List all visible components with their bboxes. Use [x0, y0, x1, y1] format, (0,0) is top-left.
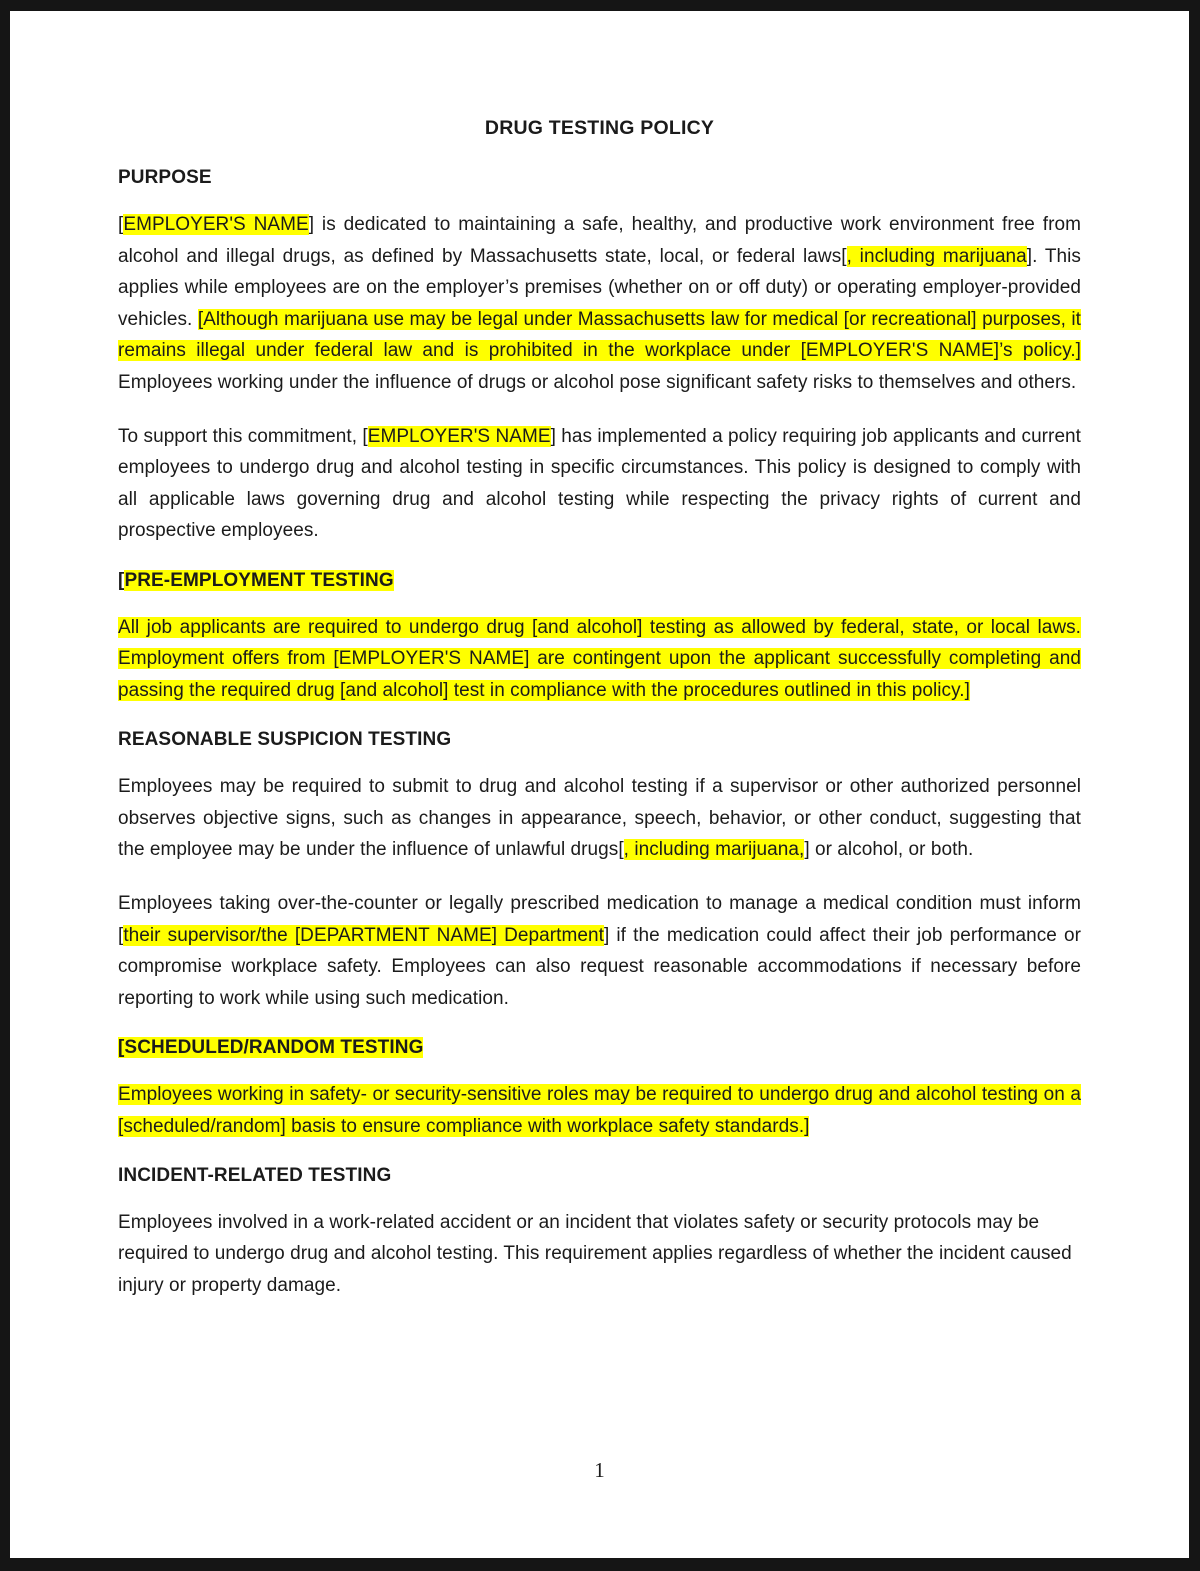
- paragraph-reasonable-suspicion-2: [118, 888, 1081, 1014]
- highlighted-text: EMPLOYER'S NAME: [123, 214, 309, 236]
- plain-text: [: [118, 214, 124, 236]
- highlighted-text: All job applicants are required to undergo drug [and alcohol] testing as allowed by federal, state, or local laws. Employment offers from [EMPLOYER'S NAME] are contingent upon the applicant successfully completing and passing the required drug [and alcohol] test in compliance with the procedures outlined in this policy.]: [118, 616, 1081, 701]
- paragraph-reasonable-suspicion-1: [118, 771, 1081, 866]
- section-heading-incident-related-testing: INCIDENT-RELATED TESTING: [118, 1165, 392, 1187]
- plain-text: [: [118, 570, 125, 591]
- page-number: 1: [594, 1458, 605, 1482]
- page-border-top: [0, 0, 1200, 11]
- section-heading-purpose: PURPOSE: [118, 167, 212, 189]
- page-border-bottom: [0, 1558, 1200, 1571]
- highlighted-text: EMPLOYER'S NAME: [367, 425, 551, 447]
- highlighted-text: their supervisor/the [DEPARTMENT NAME] Department: [123, 924, 604, 946]
- page-border-left: [0, 0, 10, 1571]
- paragraph-purpose-1: [118, 209, 1081, 399]
- highlighted-text: , including marijuana: [846, 245, 1027, 267]
- paragraph-incident-related-1: [118, 1207, 1081, 1302]
- document-body: [118, 116, 1081, 1302]
- plain-text: Employees working under the influence of drugs or alcohol pose significant safety risks to themselves and others.: [118, 372, 1077, 394]
- highlighted-text: [Although marijuana use may be legal under Massachusetts law for medical [or recreational] purposes, it remains illegal under federal law and is prohibited in the workplace under [EMPLOYER'S NAME]’s policy.]: [118, 308, 1081, 362]
- page-border-right: [1189, 0, 1200, 1571]
- plain-text: ] is dedicated to maintaining a safe, healthy, and productive work environment free from alcohol and illegal drugs, as defined by Massachusetts state, local, or federal laws[: [118, 214, 1082, 267]
- highlighted-text: [SCHEDULED/RANDOM TESTING: [118, 1037, 424, 1059]
- plain-text: ]. This applies while employees are on the employer’s premises (whether on or off duty) or operating employer-provided vehicles.: [118, 245, 1081, 330]
- plain-text: ] if the medication could affect their job performance or compromise workplace safety. Employees can also request reasonable accommodations if necessary before reporting to work while using such medication.: [118, 924, 1081, 1009]
- page-sheet: [10, 11, 1189, 1558]
- section-heading-pre-employment-testing: [118, 569, 1081, 594]
- section-heading-reasonable-suspicion-testing: REASONABLE SUSPICION TESTING: [118, 729, 452, 751]
- highlighted-text: , including marijuana,: [623, 839, 805, 861]
- plain-text: Employees involved in a work-related accident or an incident that violates safety or security protocols may be required to undergo drug and alcohol testing. This requirement applies regardless of whether the incident caused injury or property damage.: [118, 1211, 1072, 1297]
- highlighted-text: PRE-EMPLOYMENT TESTING: [124, 570, 394, 591]
- paragraph-purpose-2: [118, 421, 1081, 547]
- plain-text: Employees may be required to submit to drug and alcohol testing if a supervisor or other authorized personnel observes objective signs, such as changes in appearance, speech, behavior, or other conduct, suggesting that the employee may be under the influence of unlawful drugs[: [118, 776, 1081, 861]
- plain-text: ] or alcohol, or both.: [804, 839, 974, 861]
- paragraph-scheduled-random-1: [118, 1079, 1081, 1142]
- plain-text: Employees taking over-the-counter or legally prescribed medication to manage a medical condition must inform [: [118, 892, 1081, 946]
- section-heading-scheduled-random-testing: [118, 1036, 1081, 1061]
- highlighted-text: Employees working in safety- or security-sensitive roles may be required to undergo drug and alcohol testing on a [scheduled/random] basis to ensure compliance with workplace safety standards.]: [118, 1084, 1081, 1137]
- page-title: DRUG TESTING POLICY: [484, 117, 715, 139]
- plain-text: To support this commitment, [: [118, 425, 368, 447]
- paragraph-pre-employment-1: [118, 612, 1081, 707]
- plain-text: ] has implemented a policy requiring job applicants and current employees to undergo drug and alcohol testing in specific circumstances. This policy is designed to comply with all applicable laws governing drug and alcohol testing while respecting the privacy rights of current and prospective employees.: [118, 425, 1082, 542]
